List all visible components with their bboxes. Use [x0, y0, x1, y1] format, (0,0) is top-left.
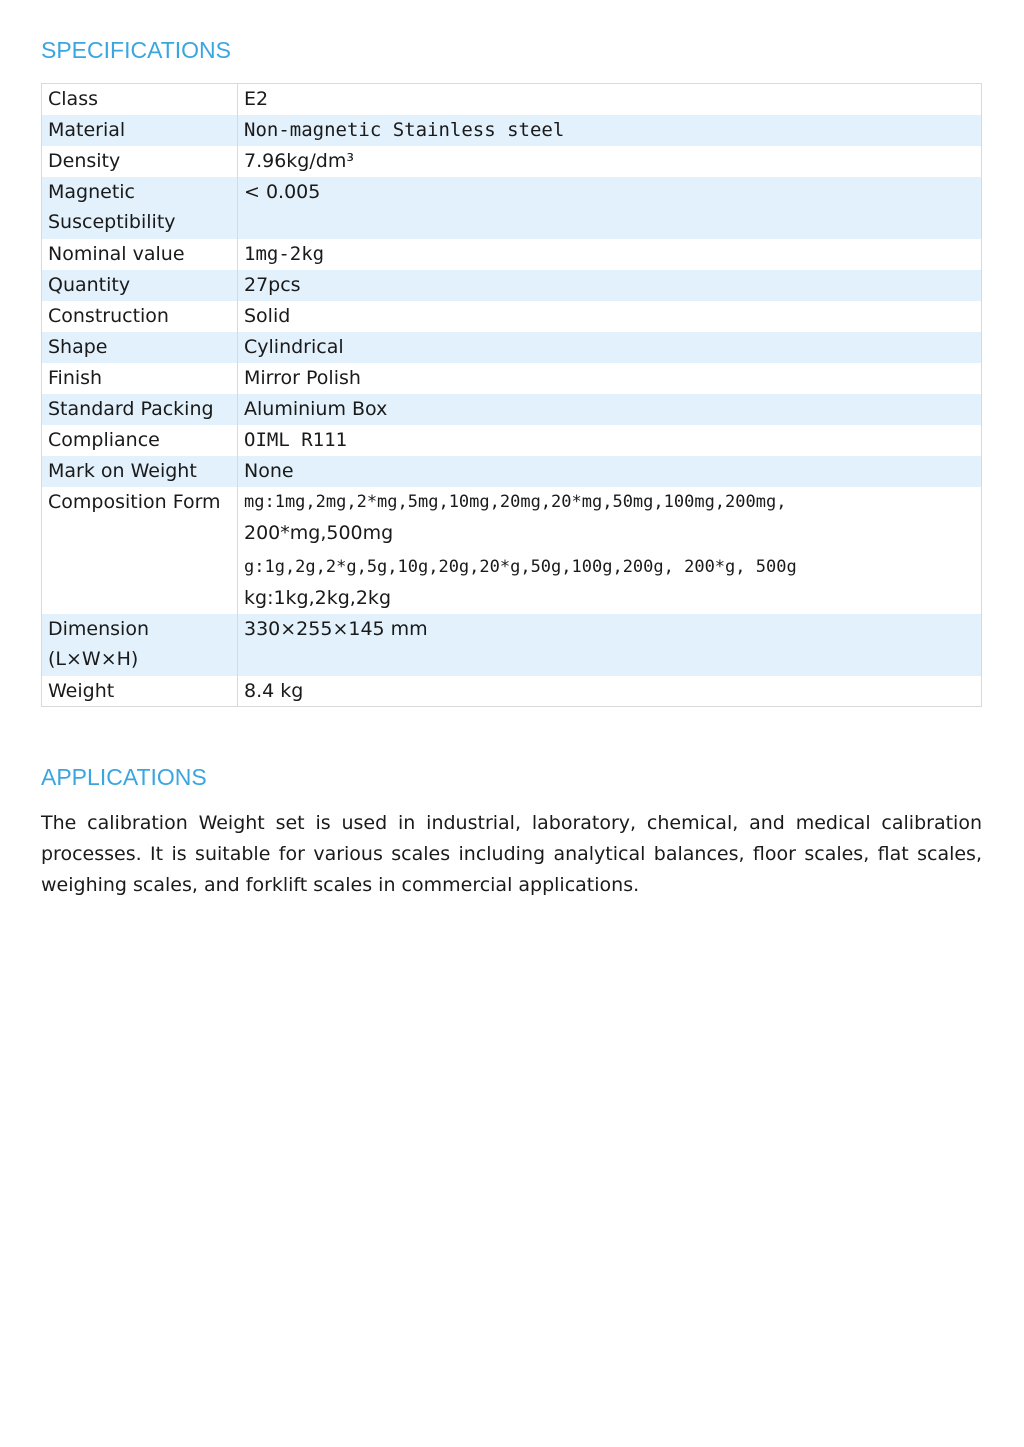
- spec-label-quantity: Quantity: [42, 270, 238, 301]
- spec-label-composition-form: Composition Form: [42, 487, 238, 614]
- spec-label-nominal-value: Nominal value: [42, 239, 238, 270]
- composition-line-g: g:1g,2g,2*g,5g,10g,20g,20*g,50g,100g,200g, 200*g, 500g: [244, 556, 797, 577]
- spec-value-mark-on-weight: None: [238, 456, 982, 487]
- table-row: [42, 363, 982, 394]
- applications-heading: APPLICATIONS: [41, 764, 207, 790]
- spec-label-class: Class: [42, 84, 238, 115]
- spec-label-material: Material: [42, 115, 238, 146]
- spec-value-shape: Cylindrical: [238, 332, 982, 363]
- spec-label-weight: Weight: [42, 676, 238, 707]
- table-row: [42, 425, 982, 456]
- table-row: [42, 301, 982, 332]
- applications-paragraph: The calibration Weight set is used in industrial, laboratory, chemical, and medical calibration processes. It is suitable for various scales including analytical balances, floor scales, flat scales, weighing scales, and forklift scales in commercial applications.: [41, 812, 982, 896]
- table-row: [42, 239, 982, 270]
- table-row: [42, 84, 982, 115]
- spec-value-standard-packing: Aluminium Box: [238, 394, 982, 425]
- composition-line-kg: kg:1kg,2kg,2kg: [244, 586, 391, 609]
- spec-label-shape: Shape: [42, 332, 238, 363]
- specifications-table: [41, 83, 982, 707]
- spec-label-compliance: Compliance: [42, 425, 238, 456]
- spec-value-weight: 8.4 kg: [238, 676, 982, 707]
- table-row: [42, 394, 982, 425]
- spec-label-density: Density: [42, 146, 238, 177]
- spec-value-nominal-value: 1mg-2kg: [238, 239, 982, 270]
- table-row: [42, 115, 982, 146]
- table-row: [42, 177, 982, 239]
- spec-label-standard-packing: Standard Packing: [42, 394, 238, 425]
- spec-value-dimension: 330×255×145 mm: [238, 614, 982, 676]
- composition-line-mg: mg:1mg,2mg,2*mg,5mg,10mg,20mg,20*mg,50mg,100mg,200mg,: [244, 491, 787, 512]
- spec-value-quantity: 27pcs: [238, 270, 982, 301]
- spec-label-mark-on-weight: Mark on Weight: [42, 456, 238, 487]
- spec-label-dimension: Dimension (L×W×H): [42, 614, 238, 676]
- table-row: [42, 332, 982, 363]
- spec-value-class: E2: [238, 84, 982, 115]
- spec-label-construction: Construction: [42, 301, 238, 332]
- spec-value-compliance: OIML R111: [238, 425, 982, 456]
- table-row: [42, 676, 982, 707]
- table-row: [42, 614, 982, 676]
- composition-line-mg-continued: 200*mg,500mg: [244, 521, 394, 544]
- specifications-heading: SPECIFICATIONS: [41, 37, 231, 63]
- spec-value-finish: Mirror Polish: [238, 363, 982, 394]
- spec-value-density: 7.96kg/dm³: [238, 146, 982, 177]
- spec-label-finish: Finish: [42, 363, 238, 394]
- spec-value-material: Non-magnetic Stainless steel: [238, 115, 982, 146]
- table-row: [42, 146, 982, 177]
- spec-value-magnetic-susceptibility: < 0.005: [238, 177, 982, 239]
- spec-value-composition-form: [238, 487, 982, 614]
- table-row: [42, 487, 982, 614]
- table-row: [42, 456, 982, 487]
- spec-label-magnetic-susceptibility: Magnetic Susceptibility: [42, 177, 238, 239]
- spec-value-construction: Solid: [238, 301, 982, 332]
- table-row: [42, 270, 982, 301]
